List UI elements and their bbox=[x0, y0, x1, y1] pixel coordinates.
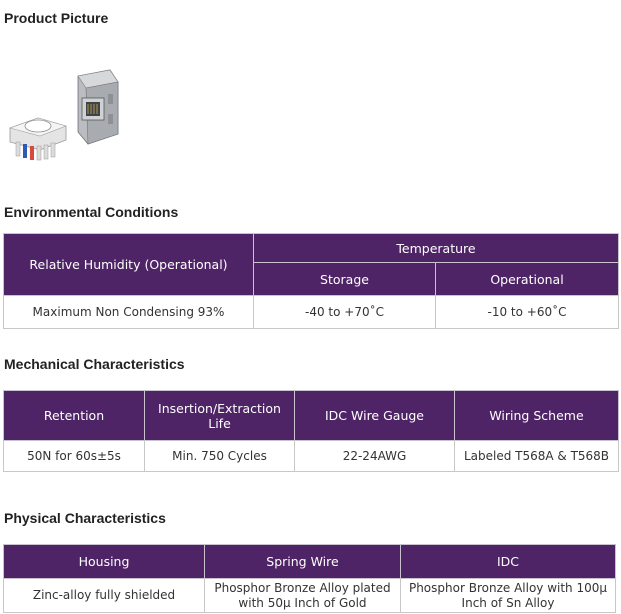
spring-wire-header: Spring Wire bbox=[205, 545, 401, 579]
product-picture-heading: Product Picture bbox=[4, 10, 109, 26]
temperature-header: Temperature bbox=[254, 234, 619, 263]
wire-gauge-header: IDC Wire Gauge bbox=[295, 391, 455, 441]
wiring-scheme-value: Labeled T568A & T568B bbox=[455, 441, 619, 472]
environmental-table bbox=[3, 233, 619, 329]
humidity-header: Relative Humidity (Operational) bbox=[4, 234, 254, 296]
storage-value: -40 to +70˚C bbox=[254, 296, 436, 329]
spring-wire-value: Phosphor Bronze Alloy plated with 50µ Inch of Gold bbox=[205, 579, 401, 613]
retention-value: 50N for 60s±5s bbox=[4, 441, 145, 472]
jack-module bbox=[78, 70, 118, 144]
physical-heading: Physical Characteristics bbox=[4, 510, 166, 526]
keystone-jack-illustration bbox=[8, 66, 120, 166]
operational-value: -10 to +60˚C bbox=[436, 296, 619, 329]
mechanical-table bbox=[3, 390, 619, 472]
insertion-life-header: Insertion/Extraction Life bbox=[145, 391, 295, 441]
idc-value: Phosphor Bronze Alloy with 100µ Inch of Sn Alloy bbox=[401, 579, 616, 613]
product-image bbox=[8, 66, 120, 166]
insertion-life-value: Min. 750 Cycles bbox=[145, 441, 295, 472]
retention-header: Retention bbox=[4, 391, 145, 441]
cap-module bbox=[10, 118, 66, 160]
housing-value: Zinc-alloy fully shielded bbox=[4, 579, 205, 613]
wire-gauge-value: 22-24AWG bbox=[295, 441, 455, 472]
housing-header: Housing bbox=[4, 545, 205, 579]
idc-header: IDC bbox=[401, 545, 616, 579]
operational-header: Operational bbox=[436, 263, 619, 296]
wiring-scheme-header: Wiring Scheme bbox=[455, 391, 619, 441]
physical-table bbox=[3, 544, 616, 613]
storage-header: Storage bbox=[254, 263, 436, 296]
environmental-heading: Environmental Conditions bbox=[4, 204, 179, 220]
mechanical-heading: Mechanical Characteristics bbox=[4, 356, 185, 372]
humidity-value: Maximum Non Condensing 93% bbox=[4, 296, 254, 329]
